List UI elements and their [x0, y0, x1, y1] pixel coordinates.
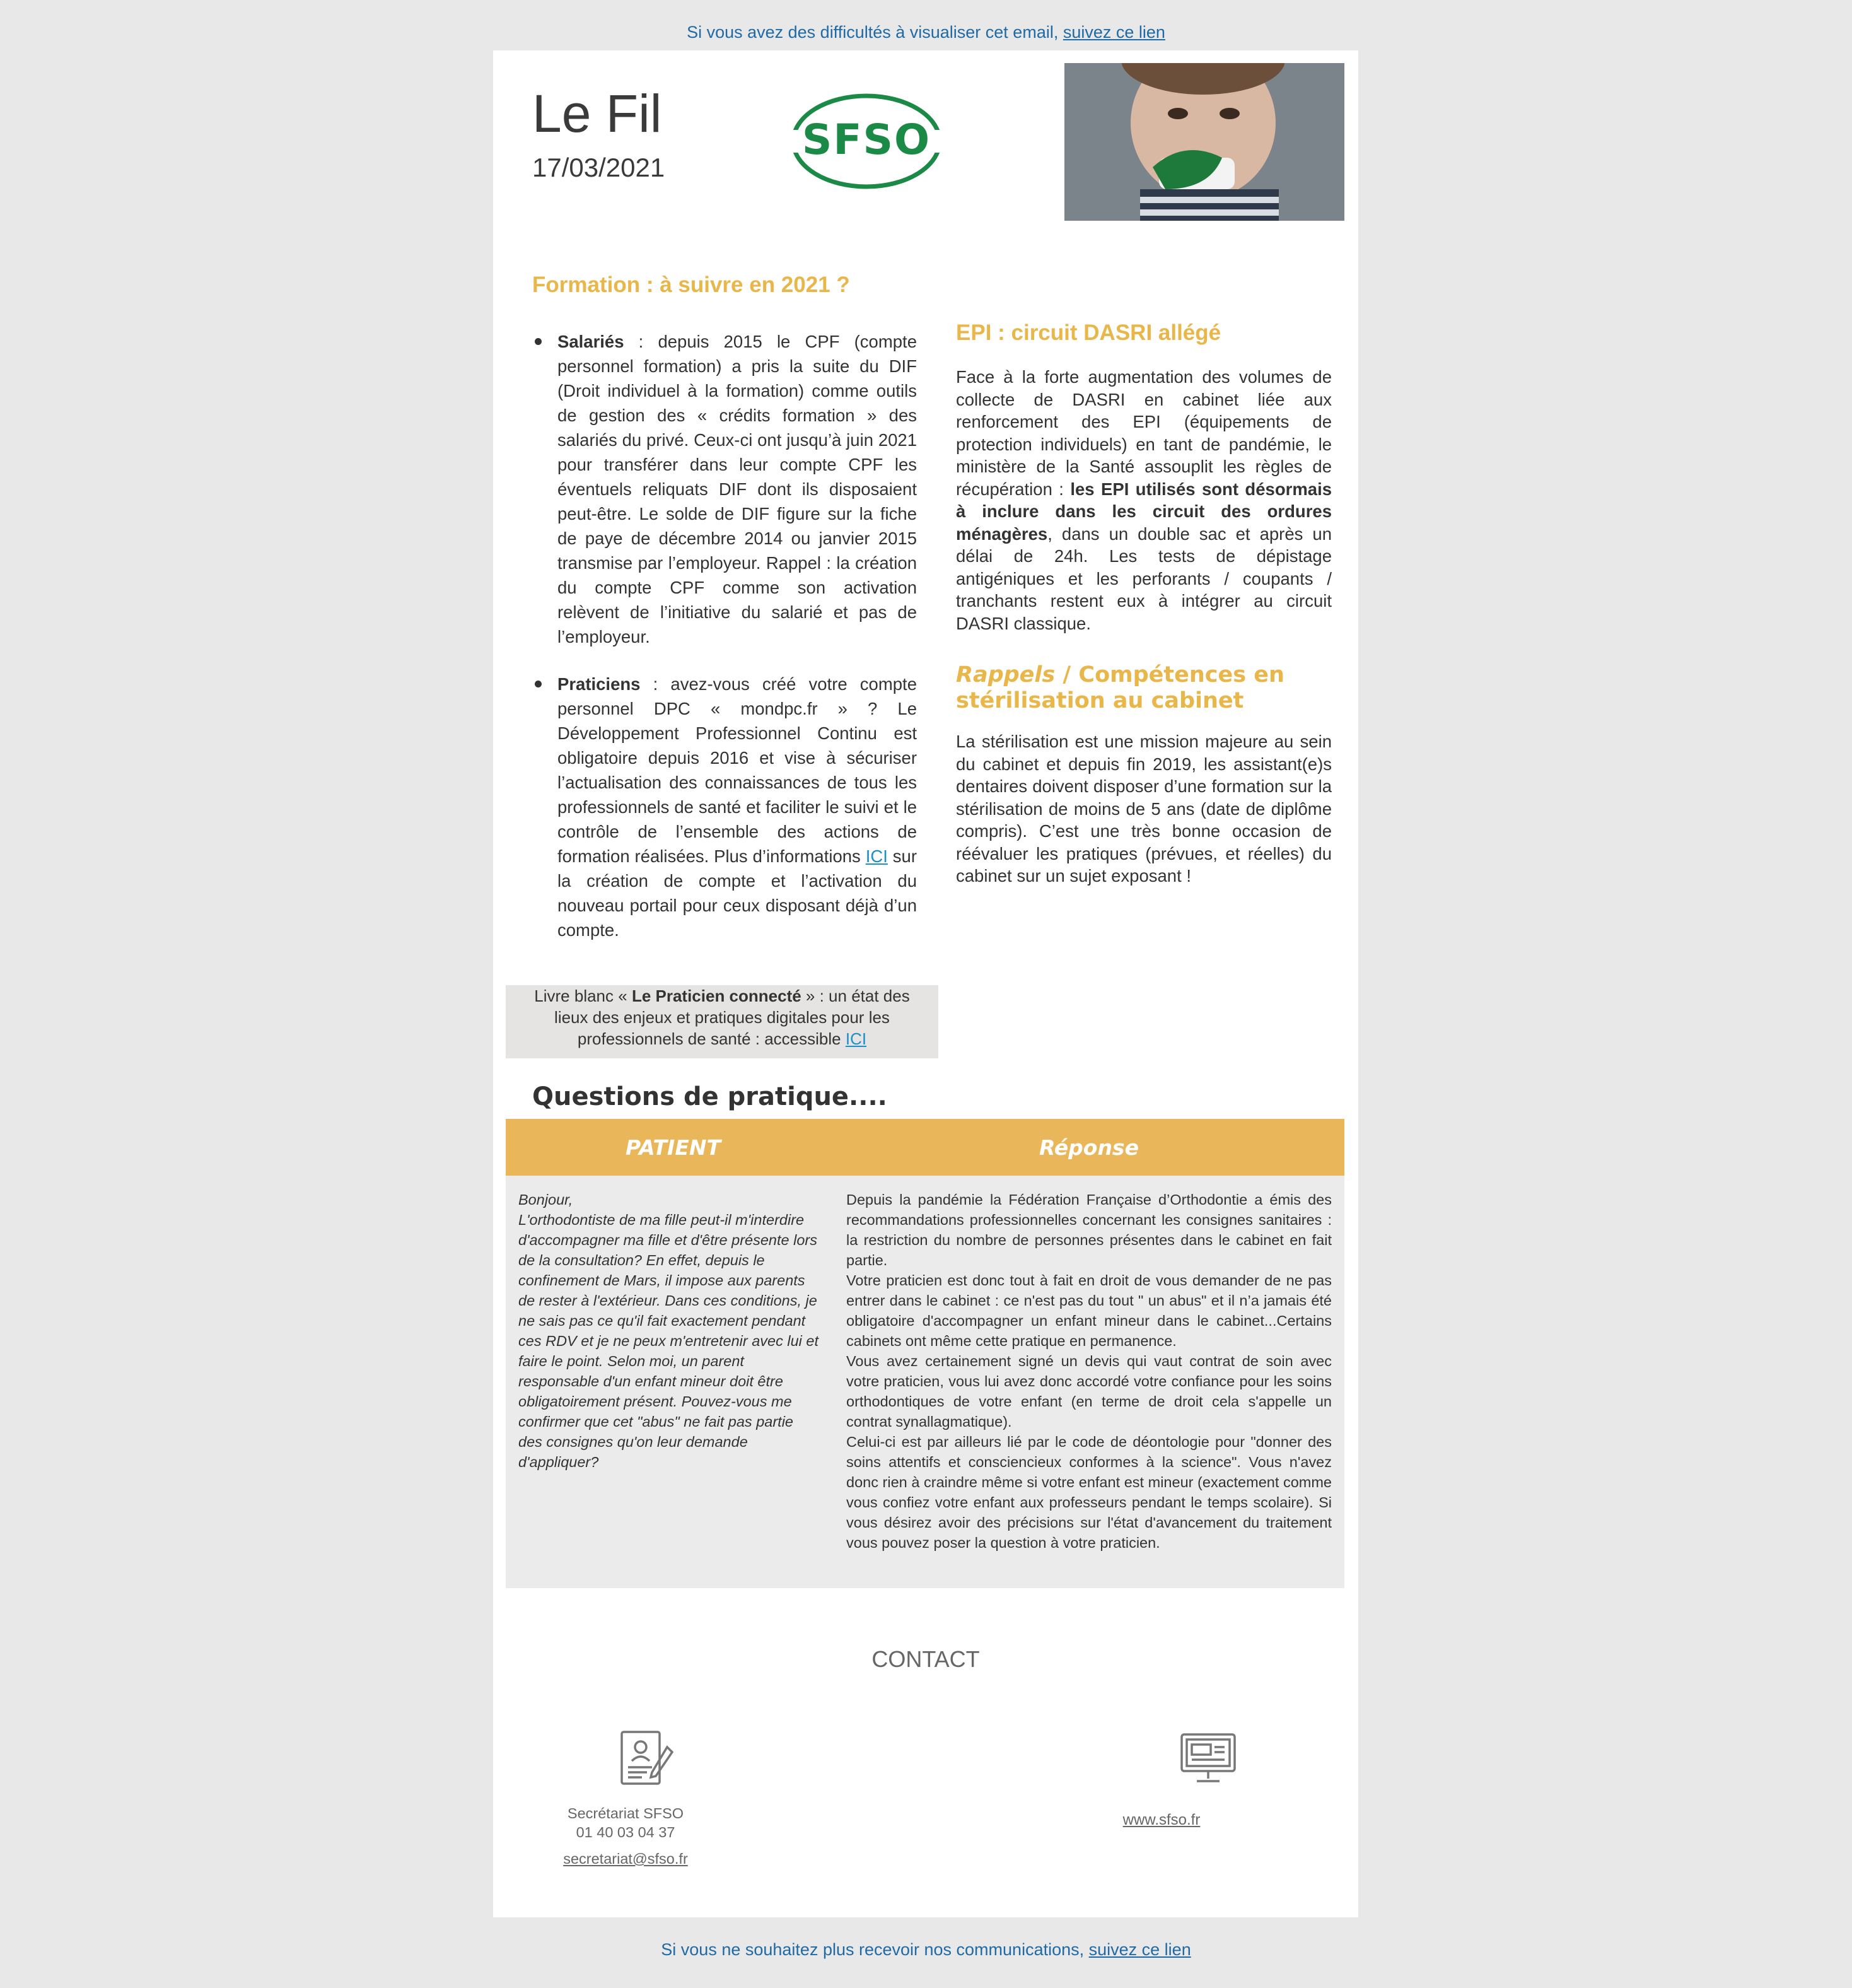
contact-secretariat [531, 1804, 720, 1868]
reponse-answer [846, 1190, 1332, 1553]
questions-title: Questions de pratique.... [532, 1082, 887, 1111]
patient-question [518, 1190, 821, 1472]
livre-blanc-box [506, 985, 938, 1058]
preheader-text: Si vous avez des difficultés à visualiser cet email, [687, 23, 1063, 42]
unsubscribe-bar [0, 1940, 1852, 1960]
livre-blanc-suffix: » : un état des lieux des enjeux et pratiques digitales pour les professionnels de santé : accessible [554, 986, 910, 1048]
bullet-text: : avez-vous créé votre compte personnel DPC « mondpc.fr » ? Le Développement Professionnel Continu est obligatoire depuis 2016 et vise à sécuriser l’actualisation des connaissances de tous les professionnels de santé et faciliter le suivi et le contrôle de l’ensemble des actions de formation réalisées. Plus d’informations [557, 674, 917, 866]
epi-title: EPI : circuit DASRI allégé [956, 320, 1221, 345]
dpc-info-link[interactable]: ICI [865, 846, 888, 866]
bullet-text-after: sur la création de compte et l’activation du nouveau portail pour ceux disposant déjà d’un compte. [557, 846, 917, 940]
bullet-praticiens [532, 672, 917, 942]
preheader [0, 23, 1852, 42]
secretariat-label: Secrétariat SFSO [567, 1805, 684, 1821]
patient-message: L'orthodontiste de ma fille peut-il m'interdire d'accompagner ma fille et d'être présente lors de la consultation? En effet, depuis le confinement de Mars, il impose aux parents de rester à l'extérieur. Dans ces conditions, je ne sais pas ce qu'il fait exactement pendant ces RDV et je ne peux m'entretenir avec lui et faire le point. Selon moi, un parent responsable d'un enfant mineur doit être obligatoirement présent. Pouvez-vous me confirmer que cet "abus" ne fait pas partie des consignes qu'on leur demande d'appliquer? [518, 1212, 819, 1470]
website-link[interactable]: www.sfso.fr [1122, 1811, 1201, 1828]
col-patient-header: PATIENT [626, 1135, 721, 1160]
bullet-salaries [532, 329, 917, 649]
secretariat-phone: 01 40 03 04 37 [576, 1824, 675, 1840]
questions-header [506, 1119, 1344, 1176]
preheader-link[interactable]: suivez ce lien [1063, 23, 1165, 42]
logo-text: SFSO [801, 115, 931, 164]
reponse-paragraph: Vous avez certainement signé un devis qui vaut contrat de soin avec votre praticien, vous lui avez donc accordé votre confiance pour les soins orthodontiques de votre enfant (en terme de droit cela s'appelle un contrat synallagmatique). [846, 1353, 1332, 1430]
questions-body [506, 1176, 1344, 1588]
formation-title: Formation : à suivre en 2021 ? [532, 272, 850, 297]
formation-bullets [532, 329, 917, 942]
epi-text-bold: les EPI utilisés sont désormais à inclure dans les circuit des ordures ménagères [956, 479, 1332, 544]
livre-blanc-prefix: Livre blanc « [534, 986, 632, 1005]
rappels-title-italic: Rappels [956, 662, 1056, 687]
contact-card-icon [617, 1728, 677, 1792]
hero-photo [1064, 63, 1344, 221]
unsubscribe-link[interactable]: suivez ce lien [1088, 1940, 1191, 1959]
livre-blanc-title: Le Praticien connecté [631, 986, 801, 1005]
newsletter-card [493, 50, 1358, 1917]
epi-text-before: Face à la forte augmentation des volumes de collecte de DASRI en cabinet liée aux renforcement des EPI (équipements de protection individuels) en tant de pandémie, le ministère de la Santé assouplit les règles de récupération : [956, 367, 1332, 499]
sfso-logo [789, 91, 944, 192]
reponse-paragraph: Celui-ci est par ailleurs lié par le code de déontologie pour "donner des soins attentifs et consciencieux conformes à la science". Vous n'avez donc rien à craindre même si votre enfant est mineur (exactement comme vous confiez votre enfant aux professeurs pendant le temps scolaire). Si vous désirez avoir des précisions sur l'état d'avancement du traitement vous pouvez poser la question à votre praticien. [846, 1434, 1332, 1551]
livre-blanc-link[interactable]: ICI [845, 1029, 867, 1048]
patient-greeting: Bonjour, [518, 1191, 573, 1208]
epi-text-after: , dans un double sac et après un délai de 24h. Les tests de dépistage antigéniques et les perforants / coupants / tranchants restent eux à intégrer au circuit DASRI classique. [956, 523, 1332, 633]
contact-title: CONTACT [871, 1646, 980, 1672]
reponse-paragraph: Depuis la pandémie la Fédération Française d’Orthodontie a émis des recommandations professionnelles concernant les consignes sanitaires : la restriction du nombre de personnes présentes dans le cabinet en fait partie. [846, 1191, 1332, 1268]
newsletter-title: Le Fil [532, 84, 662, 143]
bullet-text: : depuis 2015 le CPF (compte personnel formation) a pris la suite du DIF (Droit individuel à la formation) comme outils de gestion des « crédits formation » des salariés du privé. Ceux-ci ont jusqu’à juin 2021 pour transférer dans leur compte CPF les éventuels reliquats DIF dont ils disposaient peut-être. Le solde de DIF figure sur la fiche de paye de décembre 2014 ou janvier 2015 transmise par l’employeur. Rappel : la création du compte CPF comme son activation relèvent de l’initiative du salarié et pas de l’employeur. [557, 332, 917, 646]
reponse-paragraph: Votre praticien est donc tout à fait en droit de vous demander de ne pas entrer dans le cabinet : ce n'est pas du tout " un abus" et il n’a jamais été obligatoire d'accompagner un enfant mineur dans le cabinet...Certains cabinets ont même cette pratique en permanence. [846, 1272, 1332, 1349]
rappels-title-rest: / Compétences en stérilisation au cabinet [956, 662, 1284, 713]
secretariat-email-link[interactable]: secretariat@sfso.fr [563, 1851, 688, 1867]
unsubscribe-text: Si vous ne souhaitez plus recevoir nos communications, [661, 1940, 1089, 1959]
rappels-text: La stérilisation est une mission majeure au sein du cabinet et depuis fin 2019, les assistant(e)s dentaires doivent disposer d’une formation sur la stérilisation de moins de 5 ans (date de diplôme compris). C’est une très bonne occasion de réévaluer les pratiques (prévues, et réelles) du cabinet sur un sujet exposant ! [956, 732, 1332, 886]
website-icon [1178, 1728, 1238, 1792]
epi-text [956, 366, 1332, 634]
col-reponse-header: Réponse [1039, 1135, 1139, 1160]
rappels-title [956, 662, 1358, 714]
newsletter-date: 17/03/2021 [532, 153, 665, 182]
bullet-lead: Salariés [557, 332, 624, 351]
contact-website [1098, 1811, 1225, 1829]
bullet-lead: Praticiens [557, 674, 641, 694]
